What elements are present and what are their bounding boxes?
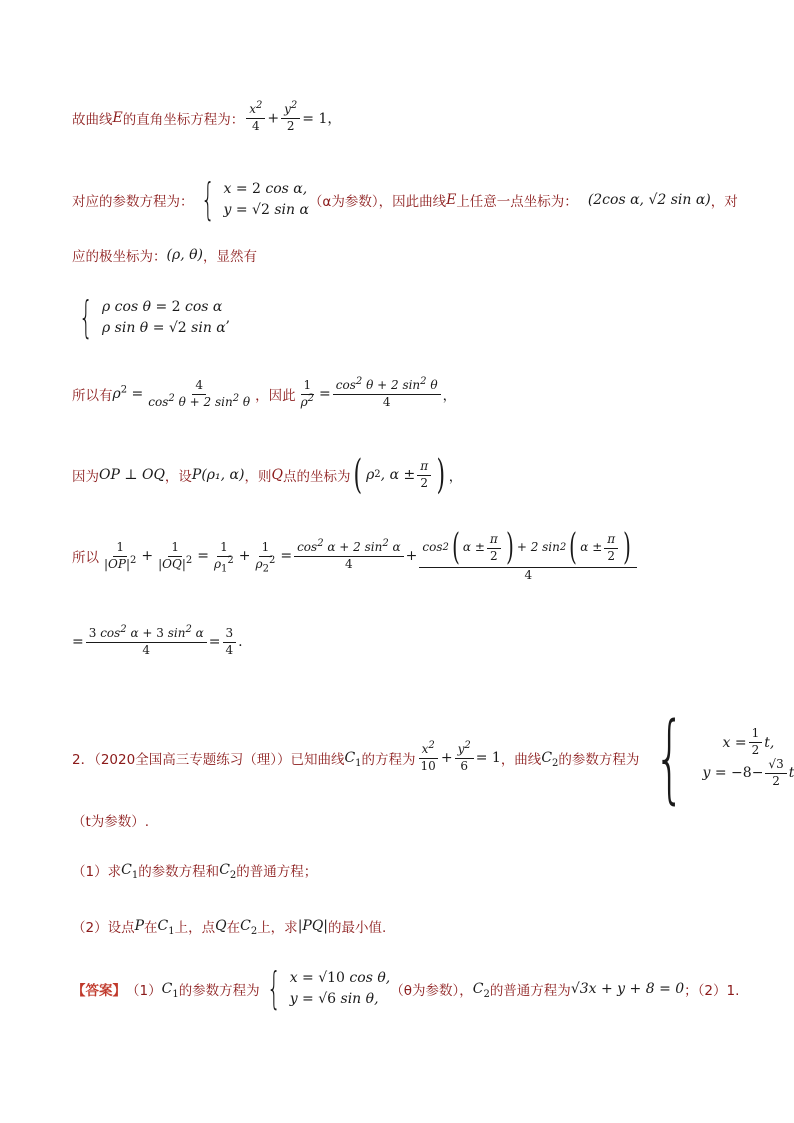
line-polar (72, 245, 257, 265)
q2-part-2: （2）设点 P 在 $C_1$ 上，点 Q 在 $C_2$ 上，求 |PQ| 的最小值. (72, 918, 387, 937)
q2-part-1: （1）求 $C_1$ 的参数方程和 $C_2$ 的普通方程； (72, 862, 318, 881)
text: 上，求 (257, 920, 298, 936)
answer-param-system: { x = √10 cos θ, y = √6 sin θ, (266, 963, 391, 1014)
text: （2）设点 (72, 920, 135, 936)
text: 的参数方程为 (178, 983, 260, 999)
answer-eq: √3x + y + 8 = 0 (570, 981, 685, 997)
eq-tail: = 1， (302, 111, 342, 128)
var-Q: Q (271, 467, 283, 483)
question-2: 2．（2020全国高三专题练习（理））已知曲线 $C_1$ 的方程为 $\frac{x^2}{10}$ + $\frac{y^2}{6}$ = 1 ，曲线 $C_2$ 的参数方程为 { x = $\frac{1}{2}$ t, y = − 8 − $\frac{√3}{2}$ t (72, 702, 794, 814)
polar-point: (ρ, θ) (166, 247, 203, 263)
text: 上，点 (174, 920, 216, 936)
text: （1）求 (72, 864, 122, 880)
text: 故曲线 (72, 112, 113, 129)
point-expr: (2cos α, √2 sin α) (587, 192, 711, 208)
text: 对应的参数方程为： (72, 194, 194, 210)
text: 所以 (72, 550, 99, 567)
text: 的方程为 (361, 752, 416, 768)
text: ，因此 (255, 388, 296, 405)
line-cartesian-eq (72, 100, 342, 134)
answer-line: 【答案】 （1） $C_1$ 的参数方程为 { x = √10 cos θ, y = √6 sin θ, （θ为参数）， $C_2$ 的普通方程为 √3x + y + 8 = 0 ；（2）1. (72, 963, 740, 1014)
text: ，曲线 (500, 752, 542, 768)
text: 上任意一点坐标为： (456, 194, 578, 210)
text: 应的极坐标为： (72, 249, 167, 265)
text: ，显然有 (202, 249, 257, 265)
param-system: { x = 2 cos α, y = √2 sin α (200, 174, 309, 225)
perp-expr: OP ⊥ OQ (99, 467, 165, 483)
answer-tag: 【答案】 (72, 983, 126, 999)
line-perp: 因为 OP ⊥ OQ ，设 P(ρ₁, α) ，则 Q 点的坐标为 ( ρ 2 , α ± $\frac{\pi}{2}$ ) ， (72, 452, 463, 498)
text: ，则 (244, 469, 272, 485)
var-E: E (446, 192, 457, 208)
text: ；（2）1. (684, 983, 740, 999)
line-sum: 所以 $\frac{1}{|OP|^2}$ + $\frac{1}{|OQ|^2}$ = $\frac{1}{\rho_1^2}$ + $\frac{1}{\rho_2^2}$ = $\frac{\cos^2 \alpha + 2 \sin^2 \alpha}{4}$ + cos 2 ( α ± $\frac{\pi}{2}$ ) + 2 sin 2 ( α ± $\frac{\pi}{2}$ ) 4 (72, 530, 639, 583)
var-E: E (112, 110, 123, 127)
line-rho-sq: 所以有 $\rho^2$ = $\frac{4}{\cos^2 \theta + 2 \sin^2 \theta}$ ，因此 $\frac{1}{\rho^2}$ = $\frac{\cos^2 \theta + 2 \sin^2 \theta}{4}$ ， (72, 376, 457, 409)
text: ，对 (710, 194, 738, 210)
polar-system: { ρ cos θ = 2 cos α ρ sin θ = √2 sin α , (79, 292, 231, 343)
q2-param-system: { x = $\frac{1}{2}$ t, y = − 8 − $\frac{√3}{2}$ t (654, 702, 794, 814)
text: （t为参数）. (72, 814, 150, 830)
point-P: P(ρ₁, α) (191, 467, 245, 483)
text: 的参数方程和 (138, 864, 220, 880)
text: 的直角坐标方程为： (122, 112, 245, 129)
text: 在 (144, 920, 158, 936)
line-param-eq (72, 174, 738, 225)
text: 在 (226, 920, 241, 936)
ellipse-eq: $\frac{x^2}{4}$ + $\frac{y^2}{2}$ (244, 103, 302, 134)
text: 的普通方程； (236, 864, 318, 880)
text: 的最小值. (328, 920, 387, 936)
question-head: 2．（2020全国高三专题练习（理））已知曲线 (72, 752, 345, 768)
text: 点的坐标为 (282, 469, 351, 485)
text: （1） (126, 983, 162, 999)
text: ，设 (164, 469, 192, 485)
text: 所以有 (72, 388, 113, 405)
text: （α为参数），因此曲线 (308, 194, 447, 210)
text: 的参数方程为 (558, 752, 640, 768)
line-result: = $\frac{3 \cos^2 \alpha + 3 \sin^2 \alpha}{4}$ = $\frac{3}{4}$ . (72, 624, 243, 657)
q2-t-note (72, 810, 149, 830)
text: （θ为参数）， (390, 983, 473, 999)
text: 的普通方程为 (489, 983, 571, 999)
text: 因为 (72, 469, 99, 485)
